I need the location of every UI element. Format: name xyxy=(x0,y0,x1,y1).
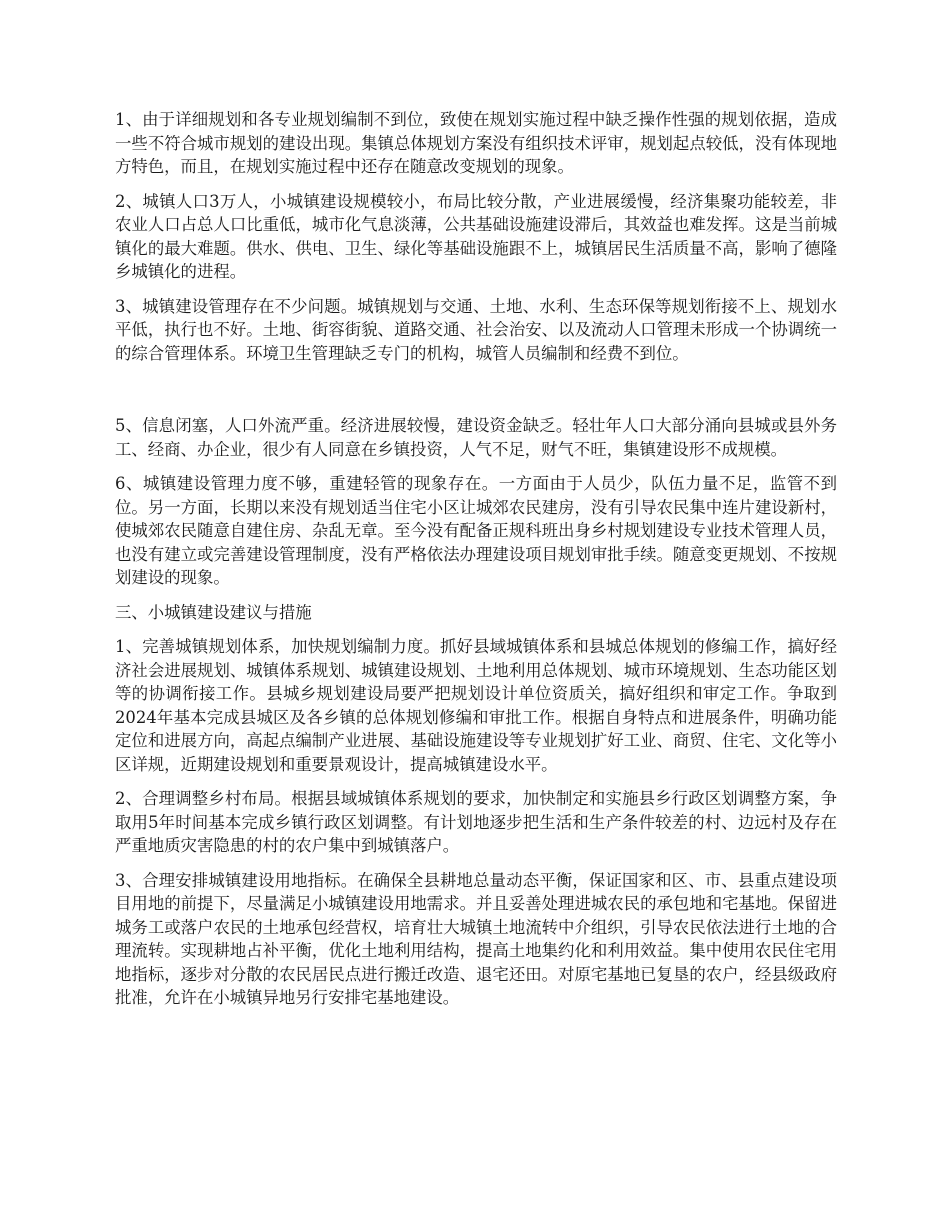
paragraph-5: 5、信息闭塞，人口外流严重。经济进展较慢，建设资金缺乏。轻壮年人口大部分涌向县城或县外务工、经商、办企业，很少有人同意在乡镇投资，人气不足，财气不旺，集镇建设形不成规模。 xyxy=(115,416,837,459)
paragraph-2: 2、城镇人口3万人，小城镇建设规模较小，布局比较分散，产业进展缓慢，经济集聚功能较差，非农业人口占总人口比重低，城市化气息淡薄，公共基础设施建设滞后，其效益也难发挥。这是当前城镇化的最大难题。供水、供电、卫生、绿化等基础设施跟不上，城镇居民生活质量不高，影响了德隆乡城镇化的进程。 xyxy=(115,191,837,281)
document-body xyxy=(115,108,837,1021)
paragraph-6: 6、城镇建设管理力度不够，重建轻管的现象存在。一方面由于人员少，队伍力量不足，监管不到位。另一方面，长期以来没有规划适当住宅小区让城郊农民建房，没有引导农民集中连片建设新村，使城郊农民随意自建住房、杂乱无章。至今没有配备正规科班出身乡村规划建设专业技术管理人员，也没有建立或完善建设管理制度，没有严格依法办理建设项目规划审批手续。随意变更规划、不按规划建设的现象。 xyxy=(115,474,837,587)
blank-gap xyxy=(115,376,837,414)
measure-1: 1、完善城镇规划体系，加快规划编制力度。抓好县域城镇体系和县城总体规划的修编工作，搞好经济社会进展规划、城镇体系规划、城镇建设规划、土地利用总体规划、城市环境规划、生态功能区划等的协调衔接工作。县城乡规划建设局要严把规划设计单位资质关，搞好组织和审定工作。争取到2024年基本完成县城区及各乡镇的总体规划修编和审批工作。根据自身特点和进展条件，明确功能定位和进展方向，高起点编制产业进展、基础设施建设等专业规划扩好工业、商贸、住宅、文化等小区详规，近期建设规划和重要景观设计，提高城镇建设水平。 xyxy=(115,637,837,774)
measure-3: 3、合理安排城镇建设用地指标。在确保全县耕地总量动态平衡，保证国家和区、市、县重点建设项目用地的前提下，尽量满足小城镇建设用地需求。并且妥善处理进城农民的承包地和宅基地。保留进城务工或落户农民的土地承包经营权，培育壮大城镇土地流转中介组织，引导农民依法进行土地的合理流转。实现耕地占补平衡，优化土地利用结构，提高土地集约化和利用效益。集中使用农民住宅用地指标，逐步对分散的农民居民点进行搬迁改造、退宅还田。对原宅基地已复垦的农户，经县级政府批准，允许在小城镇异地另行安排宅基地建设。 xyxy=(115,870,837,1007)
section-heading: 三、小城镇建设建议与措施 xyxy=(115,602,312,622)
paragraph-1: 1、由于详细规划和各专业规划编制不到位，致使在规划实施过程中缺乏操作性强的规划依据，造成一些不符合城市规划的建设出现。集镇总体规划方案没有组织技术评审，规划起点较低，没有体现地方特色，而且，在规划实施过程中还存在随意改变规划的现象。 xyxy=(115,110,837,176)
paragraph-3: 3、城镇建设管理存在不少问题。城镇规划与交通、土地、水利、生态环保等规划衔接不上、规划水平低，执行也不好。土地、街容街貌、道路交通、社会治安、以及流动人口管理未形成一个协调统一的综合管理体系。环境卫生管理缺乏专门的机构，城管人员编制和经费不到位。 xyxy=(115,296,837,363)
measure-2: 2、合理调整乡村布局。根据县域城镇体系规划的要求，加快制定和实施县乡行政区划调整方案，争取用5年时间基本完成乡镇行政区划调整。有计划地逐步把生活和生产条件较差的村、边远村及存在严重地质灾害隐患的村的农户集中到城镇落户。 xyxy=(115,789,837,855)
